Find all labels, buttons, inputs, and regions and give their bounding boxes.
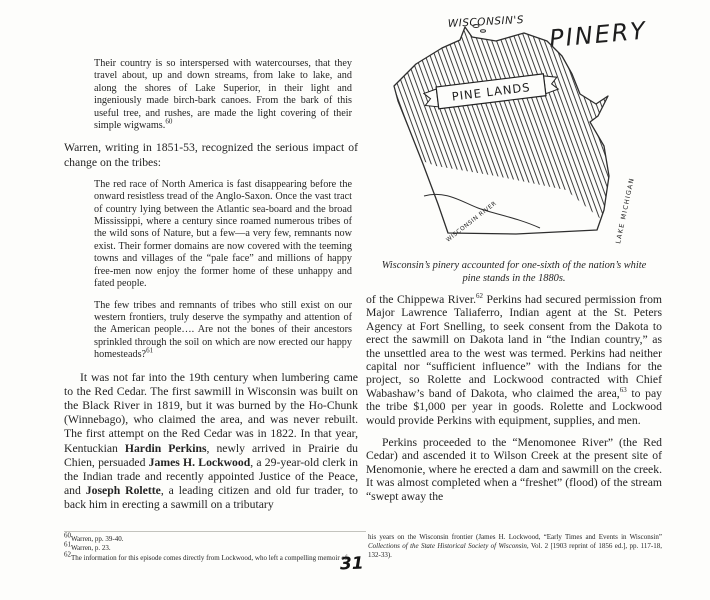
lake-michigan-label: LAKE MICHIGAN	[614, 176, 636, 245]
footnote-60	[64, 531, 366, 544]
footnote-text: Warren, p. 23.	[71, 544, 111, 553]
text-run: It was not far into the 19th century when lumbering came to the Red Cedar. The first sawmill in Wisconsin was built on the Black River in 1819, but it was burned by the Ho-Chunk (Winnebago), who claimed the area, and was never rebuilt. The first attempt on the Red Cedar was in 1822. In that year, Kentuckian	[64, 370, 358, 455]
footnote-62	[64, 550, 366, 563]
name-hardin-perkins: Hardin Perkins	[124, 441, 207, 455]
pinery-hatched-region	[366, 14, 662, 256]
text-run: of the Chippewa River.	[366, 293, 477, 306]
footnote-ref-60: 60	[165, 117, 173, 126]
footnote-62-continued	[368, 533, 662, 561]
banner-label: PINE LANDS	[450, 80, 532, 104]
map-title-wisconsins: WISCONSIN'S	[447, 14, 525, 30]
footnote-61	[64, 541, 366, 553]
quote-text: The few tribes and remnants of tribes who still exist on our western frontiers, truly deserve the sympathy and attention of the American people…. Are not the bones of their ancestors sprinkled through the soil on which are now erected our happy homesteads?	[94, 299, 352, 361]
chippewa-paragraph	[366, 293, 662, 427]
warren-intro-paragraph: Warren, writing in 1851-53, recognized the serious impact of change on the tribes:	[64, 141, 358, 169]
name-james-lockwood: James H. Lockwood	[148, 455, 251, 469]
block-quote-red-race: The red race of North America is fast disappearing before the onward resistless tread of the Anglo-Saxon. Once the vast tract of country lying between the Atlantic sea-board and the broad Mississippi, where a century since roamed numerous tribes of the wild sons of Nature, but a few—a very few, remnants now exist. Their former domains are now covered with the teeming towns and villages of the “pale face” and millions of happy free-men now enjoy the former home of these unhappy and fated people.	[94, 178, 352, 290]
footnote-text: his years on the Wisconsin frontier (James H. Lockwood, “Early Times and Events in Wisconsin”	[368, 533, 662, 541]
name-joseph-rolette: Joseph Rolette	[85, 484, 161, 498]
text-run: , a leading citizen and old fur trader, to back him in erecting a sawmill on a tributary	[64, 484, 359, 512]
footnote-ref-63: 63	[619, 385, 627, 394]
quote-text: Their country is so interspersed with watercourses, that they travel about, up and down streams, from lake to lake, and along the shores of Lake Superior, in their light and ingeniously made birch-bark canoes. From the bark of this useful tree, and rushes, are made the light covering of their simple wigwams.	[94, 58, 352, 132]
wisconsin-river-label: WISCONSIN RIVER	[445, 200, 499, 244]
footnote-ref-62: 62	[476, 292, 484, 301]
footnote-number: 62	[64, 550, 71, 559]
footnote-text: Warren, pp. 39-40.	[71, 535, 124, 543]
footnote-number: 61	[64, 541, 71, 550]
footnote-text: , Vol. 2 [1903 reprint of 1856 ed.], pp. 117-18, 132-33).	[368, 542, 662, 560]
page-number: 31	[339, 553, 365, 575]
map-caption: Wisconsin’s pinery accounted for one-sixth of the nation’s white pine stands in the 1880s.	[381, 260, 647, 284]
text-run: Perkins had secured permission from Major Lawrence Taliaferro, Indian agent at the St. Peters Agency at Fort Snelling, to seek consent from the Dakota to erect the sawmill on Dakota land in “the Indian country,” as the unsettled area to the west was termed. Perkins had neither capital nor “sufficient influence” with the Indians for the project, so Rolette and Lockwood contracted with Chief Wabashaw’s band of Dakota, who claimed the area,	[366, 293, 663, 400]
footnote-number: 60	[64, 531, 71, 540]
right-column	[366, 14, 662, 512]
map-title-pinery: PINERY	[548, 16, 649, 53]
block-quote-canoes	[94, 58, 352, 132]
text-run: , newly arrived in Prairie du Chien, persuaded	[64, 441, 359, 469]
main-paragraph	[64, 371, 358, 513]
footnote-source-title: Collections of the State Historical Society of Wisconsin	[368, 542, 527, 551]
text-run: , a 29-year-old clerk in the Indian trade and recently appointed Justice of the Peace, and	[64, 455, 358, 498]
left-column	[64, 58, 358, 522]
footnotes-left	[64, 531, 366, 563]
menomonee-paragraph: Perkins proceeded to the “Menomonee River” (the Red Cedar) and ascended it to Wilson Creek at the present site of Menomonie, where he erected a dam and sawmill on the creek. It was almost completed when a “freshet” (flood) of the stream “swept away the	[366, 436, 662, 503]
text-run: to pay the tribe $1,000 per year in goods. Rolette and Lockwood would provide Perkins with equipment, supplies, and men.	[366, 386, 663, 427]
footnote-text: The information for this episode comes directly from Lockwood, who left a compelling memoir of	[71, 553, 348, 562]
footnote-ref-61: 61	[146, 346, 154, 355]
block-quote-few-tribes	[94, 300, 352, 362]
wisconsin-pinery-map	[366, 14, 662, 256]
